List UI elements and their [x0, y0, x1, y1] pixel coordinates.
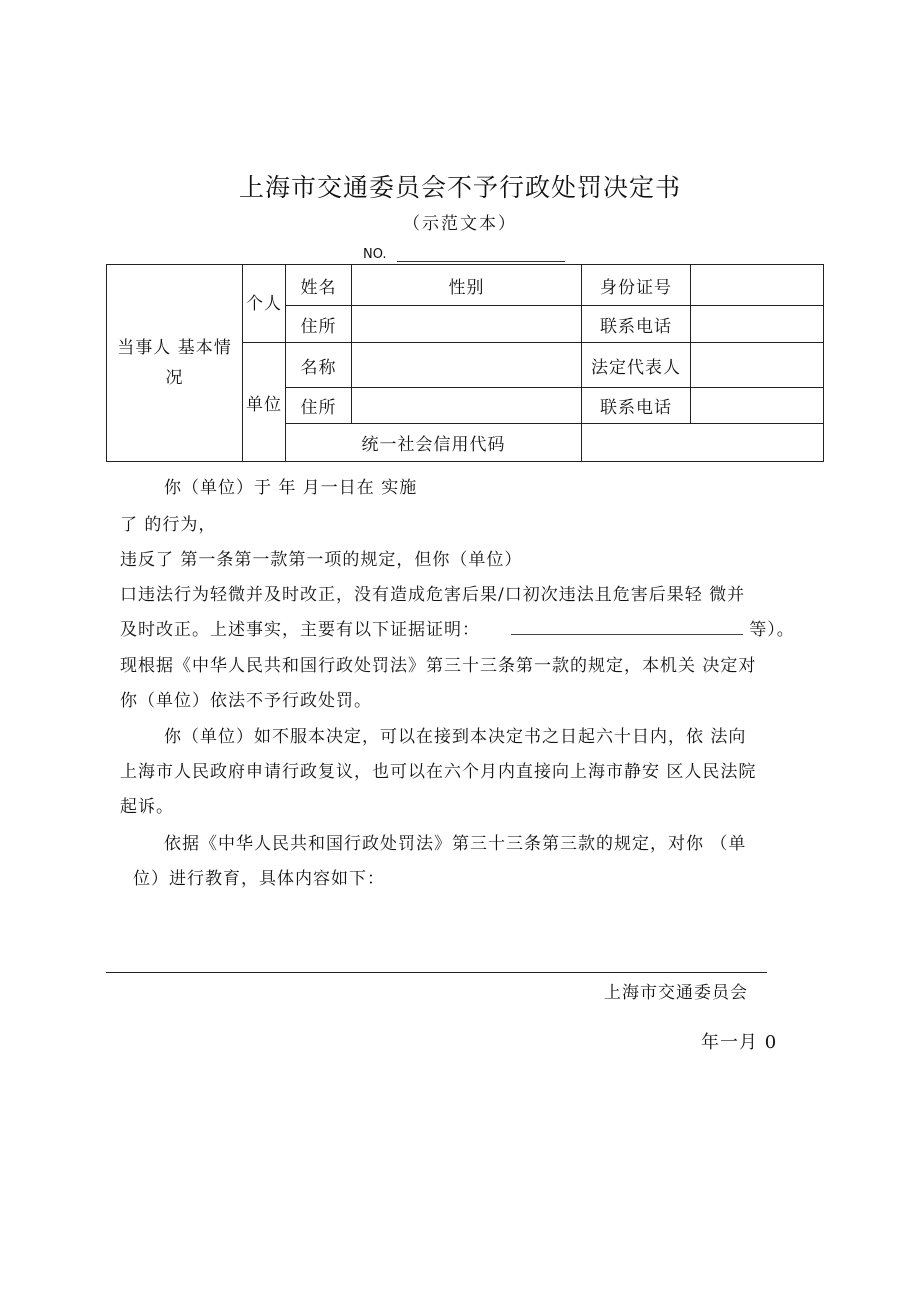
- party-basic-info-label: 当事人 基本情况: [107, 265, 243, 462]
- document-title: 上海市交通委员会不予行政处罚决定书: [238, 173, 681, 202]
- body-line-8: 你（单位）如不服本决定，可以在接到本决定书之日起六十日内，依 法向: [164, 727, 747, 747]
- party-info-table: [106, 264, 824, 462]
- evidence-suffix: 等）。: [749, 620, 795, 640]
- body-line-10: 起诉。: [120, 797, 174, 817]
- credit-code-field[interactable]: [582, 424, 824, 462]
- body-line-7: 你（单位）依法不予行政处罚。: [120, 691, 372, 711]
- unit-name-field[interactable]: [352, 343, 582, 388]
- credit-code-label: 统一社会信用代码: [286, 424, 582, 462]
- address-label: 住所: [286, 306, 352, 343]
- unit-phone-field[interactable]: [691, 388, 824, 424]
- issuing-authority: 上海市交通委员会: [604, 983, 748, 1003]
- body-line-12: 位）进行教育，具体内容如下：: [133, 869, 385, 889]
- evidence-intro: 及时改正。上述事实，主要有以下证据证明：: [120, 620, 480, 640]
- body-line-4: 口违法行为轻微并及时改正，没有造成危害后果/口初次违法且危害后果轻 微并: [120, 585, 746, 605]
- body-line-11: 依据《中华人民共和国行政处罚法》第三十三条第三款的规定，对你 （单: [164, 834, 747, 854]
- unit-label: 单位: [243, 343, 286, 462]
- unit-address-label: 住所: [286, 388, 352, 424]
- document-number-label: NO.: [363, 247, 387, 262]
- phone-field[interactable]: [691, 306, 824, 343]
- individual-label: 个人: [243, 265, 286, 343]
- address-field[interactable]: [352, 306, 582, 343]
- document-number-field[interactable]: [397, 261, 565, 262]
- document-subtitle: （示范文本）: [403, 214, 517, 234]
- unit-name-label: 名称: [286, 343, 352, 388]
- body-line-5: [120, 615, 795, 640]
- signature-divider: [106, 972, 767, 973]
- id-number-field[interactable]: [691, 265, 824, 306]
- unit-address-field[interactable]: [352, 388, 582, 424]
- name-label: 姓名: [286, 265, 352, 306]
- id-number-label: 身份证号: [582, 265, 691, 306]
- body-line-6: 现根据《中华人民共和国行政处罚法》第三十三条第一款的规定，本机关 决定对: [120, 656, 757, 676]
- evidence-blank[interactable]: [511, 620, 743, 635]
- body-line-3: 违反了 第一条第一款第一项的规定，但你（单位）: [120, 550, 523, 570]
- body-line-9: 上海市人民政府申请行政复议，也可以在六个月内直接向上海市静安 区人民法院: [120, 762, 757, 782]
- body-line-2: 了 的行为，: [120, 515, 217, 535]
- body-line-1: 你（单位）于 年 月一日在 实施: [164, 478, 418, 498]
- legal-representative-field[interactable]: [691, 343, 824, 388]
- legal-representative-label: 法定代表人: [582, 343, 691, 388]
- issue-date: 年一月 0: [701, 1032, 778, 1053]
- gender-label: 性别: [352, 265, 582, 306]
- unit-phone-label: 联系电话: [582, 388, 691, 424]
- phone-label: 联系电话: [582, 306, 691, 343]
